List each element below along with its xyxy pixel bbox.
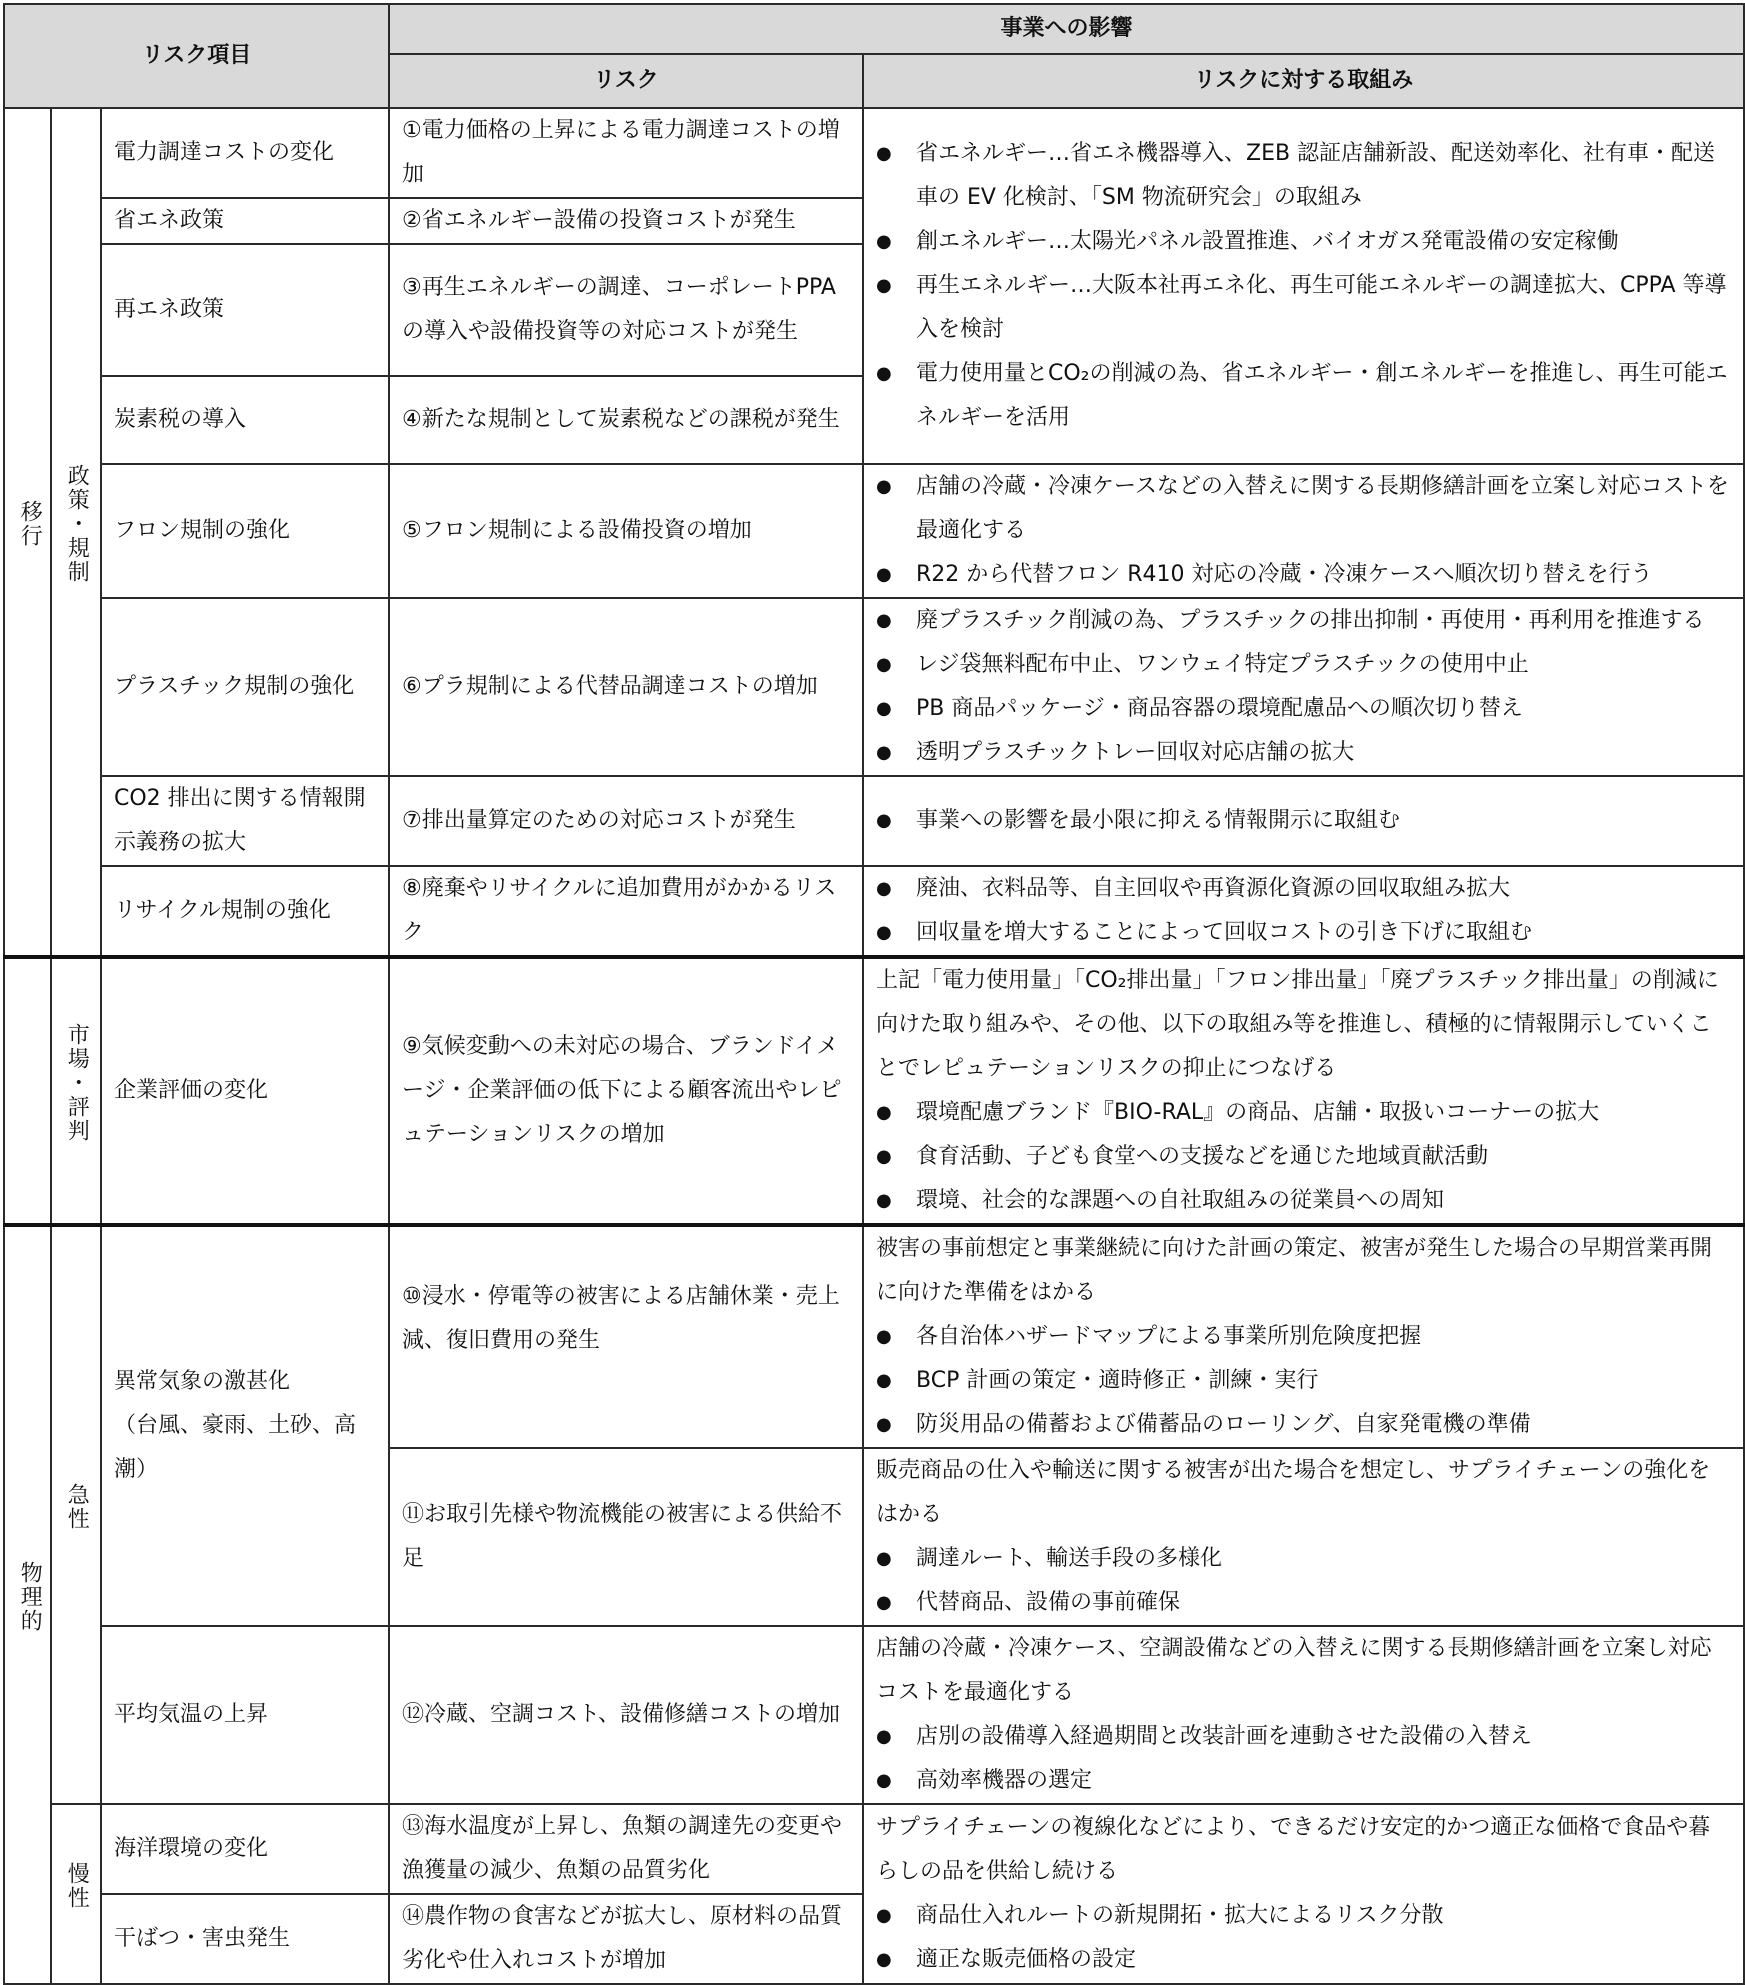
measures-list	[876, 1894, 1731, 1982]
list-item: ● BCP 計画の策定・適時修正・訓練・実行	[876, 1359, 1731, 1403]
header-row	[4, 4, 1744, 54]
risk-item-cell	[101, 1225, 389, 1626]
measures-cell	[863, 1804, 1744, 1984]
risk-item-cell: 企業評価の変化	[101, 957, 389, 1225]
table-row	[4, 866, 1744, 957]
measures-list	[876, 465, 1731, 597]
measures-intro: 販売商品の仕入や輸送に関する被害が出た場合を想定し、サプライチェーンの強化をはかる	[876, 1458, 1711, 1527]
table-row	[4, 1804, 1744, 1894]
measures-list	[876, 867, 1731, 955]
list-item: ● 代替商品、設備の事前確保	[876, 1581, 1731, 1625]
measures-cell	[863, 776, 1744, 866]
table-row	[4, 1225, 1744, 1448]
risk-cell: ⑬海水温度が上昇し、魚類の調達先の変更や漁獲量の減少、魚類の品質劣化	[389, 1804, 863, 1894]
measures-list	[876, 599, 1731, 775]
header-risk: リスク	[389, 54, 863, 108]
risk-cell: ⑩浸水・停電等の被害による店舗休業・売上減、復旧費用の発生	[389, 1225, 863, 1448]
risk-cell: ⑫冷蔵、空調コスト、設備修繕コストの増加	[389, 1626, 863, 1804]
list-item: ● 創エネルギー…太陽光パネル設置推進、バイオガス発電設備の安定稼働	[876, 220, 1731, 264]
measures-cell	[863, 598, 1744, 776]
table-row	[4, 464, 1744, 598]
table-row	[4, 1626, 1744, 1804]
measures-list	[876, 1091, 1731, 1223]
list-item: ● PB 商品パッケージ・商品容器の環境配慮品への順次切り替え	[876, 687, 1731, 731]
measures-cell	[863, 1448, 1744, 1626]
list-item: ● 回収量を増大することによって回収コストの引き下げに取組む	[876, 911, 1731, 955]
risk-item-cell: 海洋環境の変化	[101, 1804, 389, 1894]
list-item: ● 省エネルギー…省エネ機器導入、ZEB 認証店舗新設、配送効率化、社有車・配送車の EV 化検討、「SM 物流研究会」の取組み	[876, 132, 1731, 220]
measures-cell	[863, 1225, 1744, 1448]
category-acute: 急性	[51, 1225, 101, 1804]
list-item: ● 適正な販売価格の設定	[876, 1938, 1731, 1982]
header-risk-item: リスク項目	[4, 4, 389, 108]
measures-intro: サプライチェーンの複線化などにより、できるだけ安定的かつ適正な価格で食品や暮らしの品を供給し続ける	[876, 1815, 1711, 1884]
measures-intro: 被害の事前想定と事業継続に向けた計画の策定、被害が発生した場合の早期営業再開に向けた準備をはかる	[876, 1236, 1713, 1305]
category-market: 市場・評判	[51, 957, 101, 1225]
measures-cell	[863, 957, 1744, 1225]
measures-intro: 上記「電力使用量」「CO₂排出量」「フロン排出量」「廃プラスチック排出量」の削減に向けた取り組みや、その他、以下の取組み等を推進し、積極的に情報開示していくことでレピュテーションリスクの抑止につなげる	[876, 968, 1719, 1081]
risk-cell: ⑥プラ規制による代替品調達コストの増加	[389, 598, 863, 776]
risk-cell: ⑪お取引先様や物流機能の被害による供給不足	[389, 1448, 863, 1626]
risk-cell: ②省エネルギー設備の投資コストが発生	[389, 198, 863, 244]
risk-item-cell: フロン規制の強化	[101, 464, 389, 598]
risk-cell: ④新たな規制として炭素税などの課税が発生	[389, 376, 863, 464]
category-physical: 物理的	[4, 1225, 51, 1984]
risk-item-cell: 平均気温の上昇	[101, 1626, 389, 1804]
list-item: ● 廃プラスチック削減の為、プラスチックの排出抑制・再使用・再利用を推進する	[876, 599, 1731, 643]
list-item: ● 商品仕入れルートの新規開拓・拡大によるリスク分散	[876, 1894, 1731, 1938]
list-item: ● 環境配慮ブランド『BIO-RAL』の商品、店舗・取扱いコーナーの拡大	[876, 1091, 1731, 1135]
risk-item-cell: 干ばつ・害虫発生	[101, 1894, 389, 1984]
risk-cell: ⑭農作物の食害などが拡大し、原材料の品質劣化や仕入れコストが増加	[389, 1894, 863, 1984]
list-item: ● 再生エネルギー…大阪本社再エネ化、再生可能エネルギーの調達拡大、CPPA 等導入を検討	[876, 264, 1731, 352]
risk-item-subtitle: （台風、豪雨、土砂、高潮）	[114, 1413, 357, 1482]
list-item: ● 事業への影響を最小限に抑える情報開示に取組む	[876, 799, 1731, 843]
header-impact: 事業への影響	[389, 4, 1744, 54]
measures-list	[876, 132, 1731, 440]
risk-table	[3, 3, 1745, 1985]
measures-list	[876, 1537, 1731, 1625]
category-chronic: 慢性	[51, 1804, 101, 1984]
category-transition: 移行	[4, 108, 51, 957]
table-row	[4, 957, 1744, 1225]
list-item: ● 防災用品の備蓄および備蓄品のローリング、自家発電機の準備	[876, 1403, 1731, 1447]
header-measures: リスクに対する取組み	[863, 54, 1744, 108]
category-policy: 政策・規制	[51, 108, 101, 957]
risk-item-cell: 再エネ政策	[101, 244, 389, 376]
risk-item-cell: リサイクル規制の強化	[101, 866, 389, 957]
list-item: ● 環境、社会的な課題への自社取組みの従業員への周知	[876, 1179, 1731, 1223]
risk-item-cell: 炭素税の導入	[101, 376, 389, 464]
list-item: ● 店舗の冷蔵・冷凍ケースなどの入替えに関する長期修繕計画を立案し対応コストを最適化する	[876, 465, 1731, 553]
list-item: ● 食育活動、子ども食堂への支援などを通じた地域貢献活動	[876, 1135, 1731, 1179]
measures-cell	[863, 108, 1744, 464]
risk-item-cell: CO2 排出に関する情報開示義務の拡大	[101, 776, 389, 866]
measures-list	[876, 1715, 1731, 1803]
list-item: ● 廃油、衣料品等、自主回収や再資源化資源の回収取組み拡大	[876, 867, 1731, 911]
measures-list	[876, 799, 1731, 843]
risk-item-title: 異常気象の激甚化	[114, 1369, 291, 1394]
category-transition-cont	[4, 957, 51, 1225]
table-row	[4, 598, 1744, 776]
measures-cell	[863, 1626, 1744, 1804]
risk-cell: ⑤フロン規制による設備投資の増加	[389, 464, 863, 598]
list-item: ● 電力使用量とCO₂の削減の為、省エネルギー・創エネルギーを推進し、再生可能エネルギーを活用	[876, 352, 1731, 440]
measures-intro: 店舗の冷蔵・冷凍ケース、空調設備などの入替えに関する長期修繕計画を立案し対応コストを最適化する	[876, 1636, 1712, 1705]
risk-cell: ⑨気候変動への未対応の場合、ブランドイメージ・企業評価の低下による顧客流出やレピュテーションリスクの増加	[389, 957, 863, 1225]
risk-cell: ⑦排出量算定のための対応コストが発生	[389, 776, 863, 866]
risk-item-cell: プラスチック規制の強化	[101, 598, 389, 776]
list-item: ● R22 から代替フロン R410 対応の冷蔵・冷凍ケースへ順次切り替えを行う	[876, 553, 1731, 597]
risk-item-cell: 省エネ政策	[101, 198, 389, 244]
risk-cell: ③再生エネルギーの調達、コーポレートPPA の導入や設備投資等の対応コストが発生	[389, 244, 863, 376]
list-item: ● 調達ルート、輸送手段の多様化	[876, 1537, 1731, 1581]
table-row	[4, 776, 1744, 866]
table-row	[4, 108, 1744, 198]
measures-cell	[863, 464, 1744, 598]
list-item: ● 各自治体ハザードマップによる事業所別危険度把握	[876, 1315, 1731, 1359]
list-item: ● レジ袋無料配布中止、ワンウェイ特定プラスチックの使用中止	[876, 643, 1731, 687]
measures-cell	[863, 866, 1744, 957]
risk-cell: ①電力価格の上昇による電力調達コストの増加	[389, 108, 863, 198]
list-item: ● 店別の設備導入経過期間と改装計画を連動させた設備の入替え	[876, 1715, 1731, 1759]
list-item: ● 高効率機器の選定	[876, 1759, 1731, 1803]
risk-cell: ⑧廃棄やリサイクルに追加費用がかかるリスク	[389, 866, 863, 957]
measures-list	[876, 1315, 1731, 1447]
risk-item-cell: 電力調達コストの変化	[101, 108, 389, 198]
list-item: ● 透明プラスチックトレー回収対応店舗の拡大	[876, 731, 1731, 775]
